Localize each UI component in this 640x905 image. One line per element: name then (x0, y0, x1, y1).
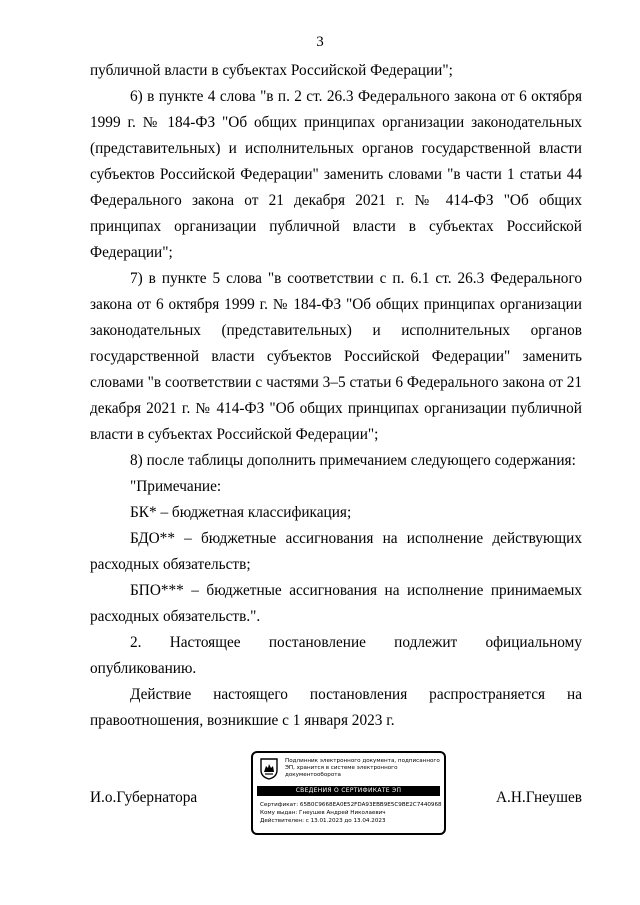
document-body (90, 58, 582, 734)
paragraph: 6) в пункте 4 слова "в п. 2 ст. 26.3 Федерального закона от 6 октября 1999 г. № 184-ФЗ "Об общих принципах организации законодательных (представительных) и исполнительных органов государственной власти субъектов Российской Федерации" заменить словами "в части 1 статьи 44 Федерального закона от 21 декабря 2021 г. № 414-ФЗ "Об общих принципах организации публичной власти в субъектах Российской Федерации"; (90, 88, 582, 261)
paragraph: 2. Настоящее постановление подлежит официальному опубликованию. (90, 634, 582, 677)
certificate-validity: Действителен: с 13.01.2023 до 13.04.2023 (260, 818, 386, 824)
paragraph: 8) после таблицы дополнить примечанием следующего содержания: (130, 452, 576, 469)
digital-signature-stamp (251, 751, 446, 835)
paragraph: БПО*** – бюджетные ассигнования на исполнение принимаемых расходных обязательств.". (90, 582, 582, 625)
paragraph: 7) в пункте 5 слова "в соответствии с п. 6.1 ст. 26.3 Федерального закона от 6 октября 1999 г. № 184-ФЗ "Об общих принципах организации законодательных (представительных) и исполнительных органов государственной власти субъектов Российской Федерации" заменить словами "в соответствии с частями 3–5 статьи 6 Федерального закона от 21 декабря 2021 г. № 414-ФЗ "Об общих принципах организации публичной власти в субъектах Российской Федерации"; (90, 270, 582, 443)
paragraph: "Примечание: (130, 478, 222, 495)
certificate-id: Сертификат: 65B0C9668EA0E52FDA93EBB9E5C9BE2C7440968 (260, 802, 442, 808)
paragraph: БК* – бюджетная классификация; (130, 504, 352, 521)
signatory-name: А.Н.Гнеушев (495, 789, 582, 806)
paragraph: Действие настоящего постановления распространяется на правоотношения, возникшие с 1 января 2023 г. (90, 686, 582, 729)
certificate-owner: Кому выдан: Гнеушев Андрей Николаевич (260, 810, 386, 816)
stamp-notice: Подлинник электронного документа, подписанного ЭП, хранится в системе электронного документооборота (285, 758, 440, 778)
paragraph: БДО** – бюджетные ассигнования на исполнение действующих расходных обязательств; (90, 530, 582, 573)
stamp-header: СВЕДЕНИЯ О СЕРТИФИКАТЕ ЭП (257, 786, 440, 796)
coat-of-arms-icon (259, 758, 279, 780)
page-number: 3 (316, 34, 324, 50)
paragraph: публичной власти в субъектах Российской Федерации"; (90, 62, 453, 79)
signatory-position: И.о.Губернатора (90, 789, 198, 806)
